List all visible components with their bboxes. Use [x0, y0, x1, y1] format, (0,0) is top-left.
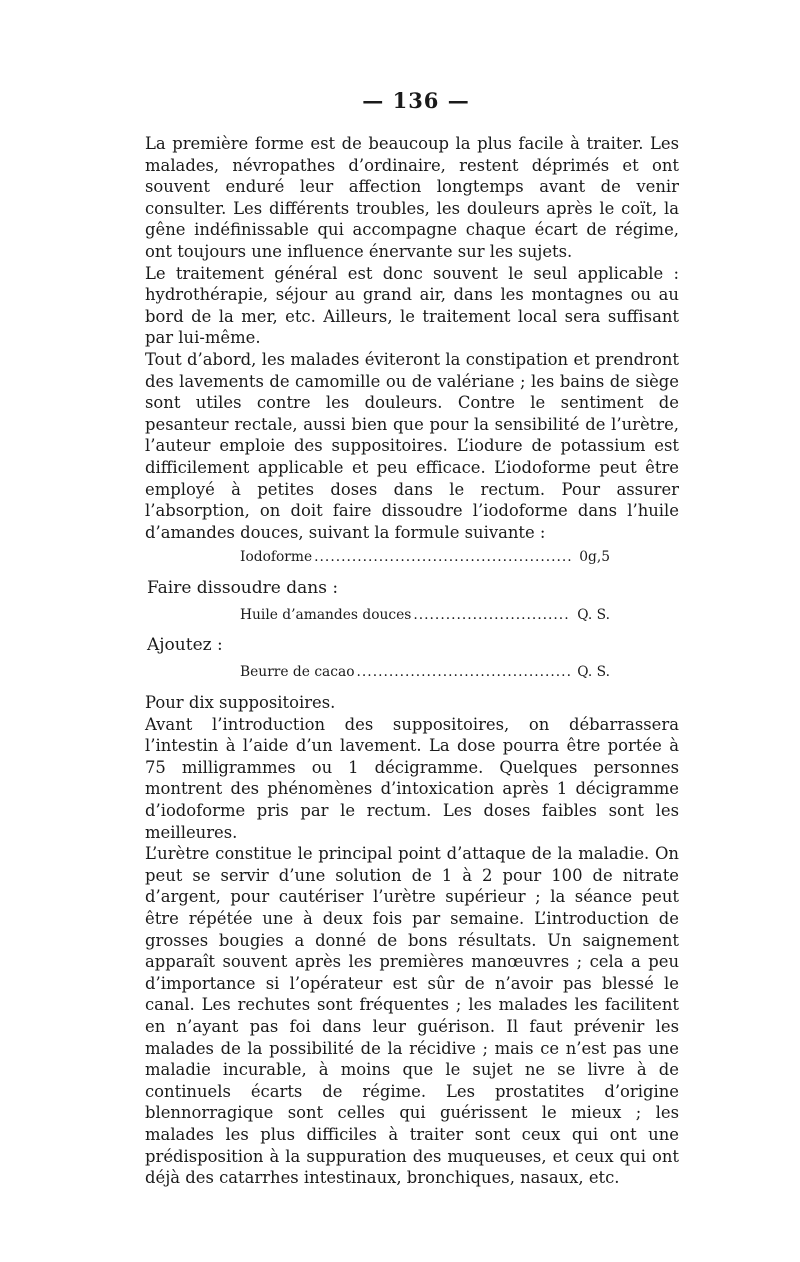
page-body — [145, 88, 679, 1189]
formula-instruction-add: Ajoutez : — [147, 635, 223, 656]
formula-ingredient: Huile d’amandes douces — [240, 606, 412, 623]
formula-ingredient: Beurre de cacao — [240, 664, 355, 681]
formula-line-almond-oil — [240, 605, 610, 627]
formula-amount: 0g,5 — [579, 549, 610, 566]
formula-line-cocoa-butter — [240, 662, 610, 684]
paragraph-first-form: La première forme est de beaucoup la plus facile à traiter. Les malades, névropathes d’ordinaire, restent déprimés et ont souvent enduré leur affection longtemps avant de venir consulter. Les différents troubles, les douleurs après le coït, la gêne indéfinissable qui accompagne chaque écart de régime, ont toujours une influence énervante sur les sujets. — [145, 134, 679, 261]
dot-leader — [314, 547, 573, 569]
dot-leader — [357, 662, 572, 684]
formula-amount: Q. S. — [577, 606, 610, 623]
formula-instruction-dissolve: Faire dissoudre dans : — [147, 577, 339, 598]
paragraph-dosage: Avant l’introduction des suppositoires, on débarrassera l’intestin à l’aide d’un lavement. La dose pourra être portée à 75 milligrammes ou 1 décigramme. Quelques personnes montrent des phénomènes d’intoxication après 1 décigramme d’iodoforme pris par le rectum. Les doses faibles sont les meilleures. — [145, 714, 679, 842]
paragraph-local-treatment: Tout d’abord, les malades éviteront la constipation et prendront des lavements de camomille ou de valériane ; les bains de siège sont utiles contre les douleurs. Contre le sentiment de pesanteur rectale, aussi bien que pour la sensibilité de l’urètre, l’auteur emploie des suppositoires. L’iodure de potassium est difficilement applicable et peu efficace. L’iodoforme peut être employé à petites doses dans le rectum. Pour assurer l’absorption, on doit faire dissoudre l’iodoforme dans l’huile d’amandes douces, suivant la formule suivante : — [145, 349, 679, 542]
formula-amount: Q. S. — [577, 664, 610, 681]
dot-leader — [413, 605, 571, 627]
paragraph-urethra-treatment: L’urètre constitue le principal point d’attaque de la maladie. On peut se servir d’une solution de 1 à 2 pour 100 de nitrate d’argent, pour cautériser l’urètre supérieur ; la séance peut être répétée une à deux fois par semaine. L’introduction de grosses bougies a donné de bons résultats. Un saignement apparaît souvent après les premières manœuvres ; cela a peu d’importance si l’opérateur est sûr de n’avoir pas blessé le canal. Les rechutes sont fréquentes ; les malades les facilitent en n’ayant pas foi dans leur guérison. Il faut prévenir les malades de la possibilité de la récidive ; mais ce n’est pas une maladie incurable, à moins que le sujet ne se livre à de continuels écarts de régime. Les prostatites d’origine blennorragique sont celles qui guérissent le mieux ; les malades les plus difficiles à traiter sont ceux qui ont une prédisposition à la suppuration des muqueuses, et ceux qui ont déjà des catarrhes intestinaux, bronchiques, nasaux, etc. — [145, 844, 679, 1188]
formula-ingredient: Iodoforme — [240, 549, 313, 566]
page-number: — 136 — — [362, 88, 470, 113]
formula-line-iodoform — [240, 547, 610, 569]
paragraph-general-treatment: Le traitement général est donc souvent le seul applicable : hydrothérapie, séjour au grand air, dans les montagnes ou au bord de la mer, etc. Ailleurs, le traitement local sera suffisant par lui-même. — [145, 263, 679, 348]
paragraph-suppository-count: Pour dix suppositoires. — [145, 693, 336, 713]
